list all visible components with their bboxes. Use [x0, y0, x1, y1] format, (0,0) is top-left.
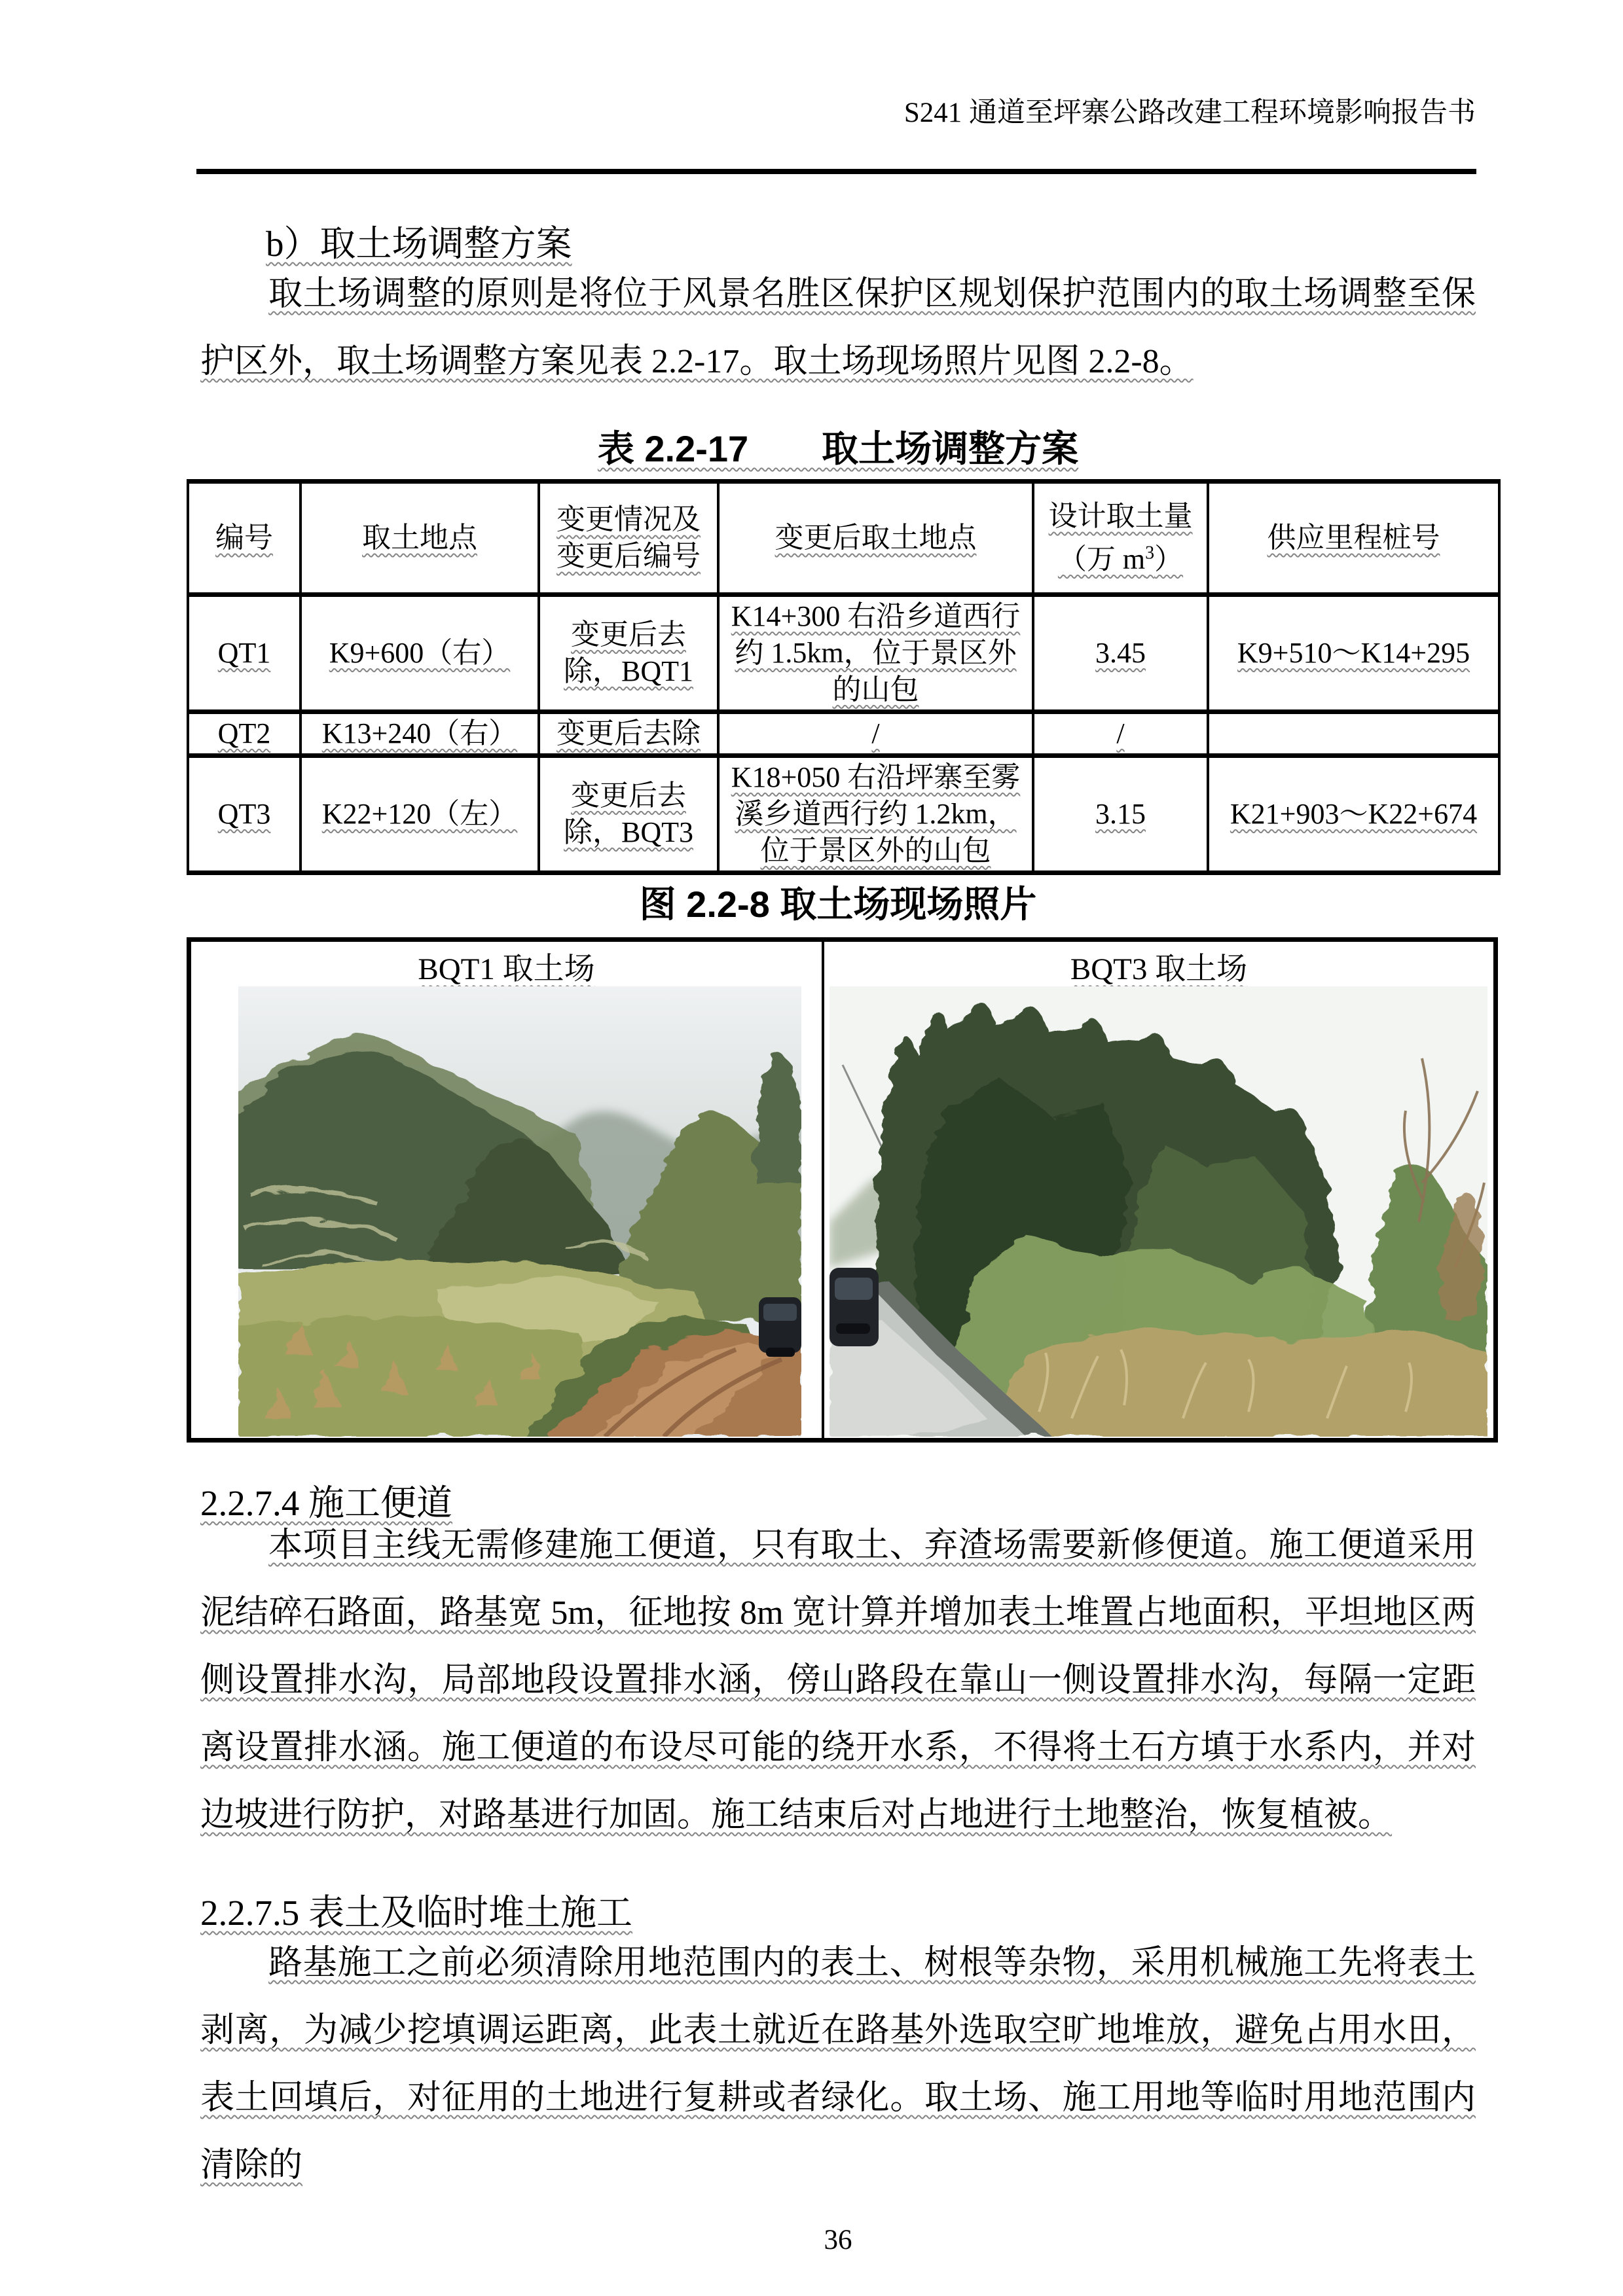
photo-label-bqt3: BQT3 取土场 — [1070, 952, 1248, 986]
table-row-qt3 — [188, 755, 1499, 872]
section-b-paragraph: 取土场调整的原则是将位于风景名胜区保护区规划保护范围内的取土场调整至保护区外，取土场调整方案见表 2.2-17。取土场现场照片见图 2.2-8。 — [200, 276, 1476, 380]
section-2275-paragraph: 路基施工之前必须清除用地范围内的表土、树根等杂物，采用机械施工先将表土剥离，为减少挖填调运距离，此表土就近在路基外选取空旷地堆放，避免占用水田，表土回填后，对征用的土地进行复耕或者绿化。取土场、施工用地等临时用地范围内清除的 — [200, 1945, 1476, 2184]
table-header-row — [188, 482, 1499, 595]
header-rule — [196, 169, 1476, 174]
vehicle — [759, 1297, 801, 1357]
vehicle — [830, 1268, 879, 1346]
photo-label-bqt1: BQT1 取土场 — [418, 952, 595, 986]
page-number: 36 — [824, 2225, 852, 2255]
col-header-mileage: 供应里程桩号 — [1208, 482, 1499, 595]
col-header-new-site: 变更后取土地点 — [718, 482, 1033, 595]
cell-new-site: K18+050 右沿坪寨至雾溪乡道西行约 1.2km，位于景区外的山包 — [718, 755, 1033, 872]
cell-id: QT3 — [188, 755, 301, 872]
figure-caption: 图 2.2-8 取土场现场照片 — [639, 884, 1037, 925]
photo-cell-bqt3 — [824, 942, 1493, 1438]
cell-site: K22+120（左） — [301, 755, 539, 872]
col-header-change: 变更情况及 变更后编号 — [539, 482, 718, 595]
page-header — [200, 90, 1476, 130]
photo-bqt3 — [830, 986, 1487, 1437]
cell-volume: 3.15 — [1033, 755, 1208, 872]
cell-site: K13+240（右） — [301, 711, 539, 755]
table-title: 表 2.2-17 取土场调整方案 — [597, 428, 1079, 469]
cell-volume: 3.45 — [1033, 594, 1208, 711]
cell-change: 变更后去除，BQT1 — [539, 594, 718, 711]
section-2274-heading: 2.2.7.4 施工便道 — [200, 1483, 453, 1523]
header-title: S241 通道至坪寨公路改建工程环境影响报告书 — [903, 98, 1476, 128]
section-b-heading: b）取土场调整方案 — [266, 224, 572, 264]
cell-mileage — [1208, 711, 1499, 755]
cell-site: K9+600（右） — [301, 594, 539, 711]
table-row-qt1 — [188, 594, 1499, 711]
col-header-volume: 设计取土量 （万 $m^3$） — [1033, 482, 1208, 595]
cell-mileage: K21+903～K22+674 — [1208, 755, 1499, 872]
cell-id: QT1 — [188, 594, 301, 711]
photo-bqt1 — [238, 986, 801, 1437]
cell-change: 变更后去除 — [539, 711, 718, 755]
photo-frame — [187, 937, 1498, 1443]
table-row-qt2 — [188, 711, 1499, 755]
cell-new-site: K14+300 右沿乡道西行约 1.5km，位于景区外的山包 — [718, 594, 1033, 711]
photo-cell-bqt1 — [191, 942, 824, 1438]
cell-change: 变更后去除，BQT3 — [539, 755, 718, 872]
col-header-id: 编号 — [188, 482, 301, 595]
cell-id: QT2 — [188, 711, 301, 755]
col-header-site: 取土地点 — [301, 482, 539, 595]
adjustment-table — [187, 479, 1501, 875]
section-2274-paragraph: 本项目主线无需修建施工便道，只有取土、弃渣场需要新修便道。施工便道采用泥结碎石路面，路基宽 5m，征地按 8m 宽计算并增加表土堆置占地面积，平坦地区两侧设置排水沟，局部地段设置排水涵，傍山路段在靠山一侧设置排水沟，每隔一定距离设置排水涵。施工便道的布设尽可能的绕开水系，不得将土石方填于水系内，并对边坡进行防护，对路基进行加固。施工结束后对占地进行土地整治，恢复植被。 — [200, 1527, 1476, 1834]
cell-new-site: / — [718, 711, 1033, 755]
cell-mileage: K9+510～K14+295 — [1208, 594, 1499, 711]
cell-volume: / — [1033, 711, 1208, 755]
section-2275-heading: 2.2.7.5 表土及临时堆土施工 — [200, 1893, 633, 1933]
